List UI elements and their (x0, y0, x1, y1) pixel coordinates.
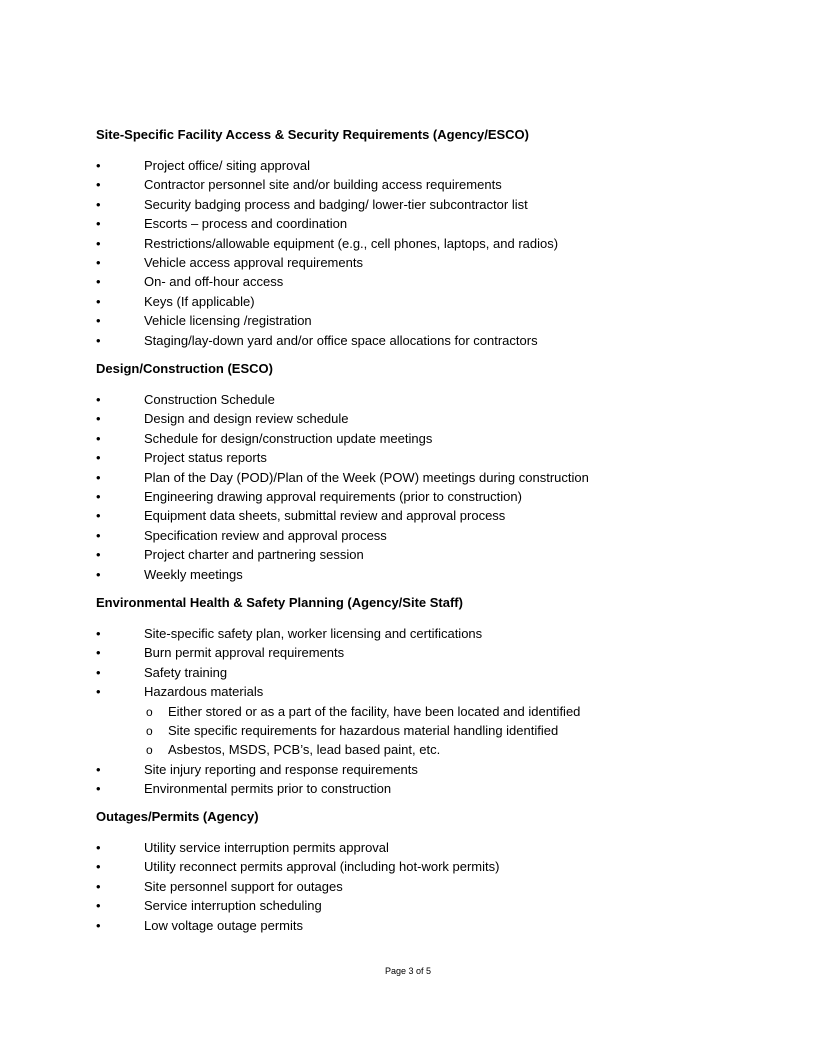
bullet-icon: • (96, 411, 101, 426)
bullet-icon: • (96, 840, 101, 855)
list-item (0, 411, 816, 430)
bullet-icon: • (96, 489, 101, 504)
list-item (0, 236, 816, 255)
list-item (0, 294, 816, 313)
page-footer: Page 3 of 5 (384, 966, 432, 976)
list-item-text: Site-specific safety plan, worker licensing and certifications (144, 626, 483, 641)
list-item-text: Vehicle access approval requirements (144, 255, 363, 270)
list-item (0, 528, 816, 547)
list-item (0, 255, 816, 274)
sub-list-item (0, 742, 816, 761)
sub-bullet-icon: o (146, 705, 153, 719)
list-item-text: Low voltage outage permits (144, 918, 303, 933)
bullet-icon: • (96, 898, 101, 913)
sub-bullet-icon: o (146, 724, 153, 738)
list-item-text: Staging/lay-down yard and/or office space allocations for contractors (144, 333, 538, 348)
list-item-text: Safety training (144, 665, 228, 680)
list-item (0, 489, 816, 508)
section-heading: Design/Construction (ESCO) (96, 361, 273, 376)
list-item (0, 898, 816, 917)
bullet-icon: • (96, 236, 101, 251)
sub-list-item (0, 704, 816, 723)
bullet-icon: • (96, 158, 101, 173)
list-item (0, 450, 816, 469)
list-item (0, 918, 816, 937)
bullet-icon: • (96, 626, 101, 641)
list-item-text: Utility service interruption permits approval (144, 840, 389, 855)
list-item-text: On- and off-hour access (144, 274, 284, 289)
list-item-text: Vehicle licensing /registration (144, 313, 312, 328)
list-item (0, 313, 816, 332)
list-item-text: Schedule for design/construction update meetings (144, 431, 433, 446)
list-item (0, 508, 816, 527)
list-item (0, 392, 816, 411)
list-item (0, 216, 816, 235)
list-item-text: Contractor personnel site and/or building access requirements (144, 177, 502, 192)
bullet-icon: • (96, 216, 101, 231)
list-item (0, 547, 816, 566)
bullet-icon: • (96, 177, 101, 192)
bullet-icon: • (96, 508, 101, 523)
section-heading: Environmental Health & Safety Planning (Agency/Site Staff) (96, 595, 463, 610)
bullet-icon: • (96, 392, 101, 407)
bullet-icon: • (96, 528, 101, 543)
section-heading: Outages/Permits (Agency) (96, 809, 259, 824)
list-item-text: Asbestos, MSDS, PCB’s, lead based paint, etc. (168, 742, 441, 757)
list-item-text: Construction Schedule (144, 392, 275, 407)
list-item-text: Burn permit approval requirements (144, 645, 345, 660)
bullet-icon: • (96, 567, 101, 582)
list-item-text: Weekly meetings (144, 567, 243, 582)
bullet-icon: • (96, 859, 101, 874)
sub-bullet-icon: o (146, 743, 153, 757)
list-item (0, 158, 816, 177)
list-item-text: Project office/ siting approval (144, 158, 310, 173)
list-item-text: Escorts – process and coordination (144, 216, 348, 231)
list-item (0, 645, 816, 664)
list-item (0, 684, 816, 703)
list-item-text: Project status reports (144, 450, 267, 465)
list-item-text: Site injury reporting and response requirements (144, 762, 418, 777)
list-item-text: Equipment data sheets, submittal review and approval process (144, 508, 506, 523)
bullet-icon: • (96, 197, 101, 212)
bullet-icon: • (96, 762, 101, 777)
bullet-icon: • (96, 450, 101, 465)
list-item-text: Either stored or as a part of the facility, have been located and identified (168, 704, 581, 719)
section-heading: Site-Specific Facility Access & Security Requirements (Agency/ESCO) (96, 127, 529, 142)
list-item-text: Keys (If applicable) (144, 294, 255, 309)
bullet-icon: • (96, 313, 101, 328)
list-item-text: Restrictions/allowable equipment (e.g., cell phones, laptops, and radios) (144, 236, 559, 251)
list-item-text: Plan of the Day (POD)/Plan of the Week (POW) meetings during construction (144, 470, 589, 485)
bullet-icon: • (96, 665, 101, 680)
bullet-icon: • (96, 294, 101, 309)
list-item-text: Security badging process and badging/ lower-tier subcontractor list (144, 197, 528, 212)
list-item (0, 431, 816, 450)
list-item-text: Site personnel support for outages (144, 879, 343, 894)
list-item (0, 665, 816, 684)
list-item-text: Design and design review schedule (144, 411, 349, 426)
list-item (0, 197, 816, 216)
bullet-icon: • (96, 274, 101, 289)
list-item (0, 177, 816, 196)
list-item-text: Environmental permits prior to construction (144, 781, 392, 796)
list-item (0, 781, 816, 800)
list-item-text: Service interruption scheduling (144, 898, 322, 913)
bullet-icon: • (96, 470, 101, 485)
list-item (0, 626, 816, 645)
list-item (0, 762, 816, 781)
list-item-text: Site specific requirements for hazardous material handling identified (168, 723, 559, 738)
bullet-icon: • (96, 645, 101, 660)
sub-list-item (0, 723, 816, 742)
list-item-text: Project charter and partnering session (144, 547, 364, 562)
bullet-icon: • (96, 431, 101, 446)
list-item-text: Utility reconnect permits approval (including hot-work permits) (144, 859, 500, 874)
list-item (0, 840, 816, 859)
list-item (0, 567, 816, 586)
list-item-text: Specification review and approval process (144, 528, 387, 543)
bullet-icon: • (96, 781, 101, 796)
list-item (0, 859, 816, 878)
bullet-icon: • (96, 333, 101, 348)
list-item (0, 333, 816, 352)
list-item (0, 879, 816, 898)
list-item-text: Engineering drawing approval requirements (prior to construction) (144, 489, 522, 504)
bullet-icon: • (96, 255, 101, 270)
bullet-icon: • (96, 684, 101, 699)
list-item-text: Hazardous materials (144, 684, 264, 699)
bullet-icon: • (96, 547, 101, 562)
bullet-icon: • (96, 918, 101, 933)
list-item (0, 274, 816, 293)
list-item (0, 470, 816, 489)
bullet-icon: • (96, 879, 101, 894)
